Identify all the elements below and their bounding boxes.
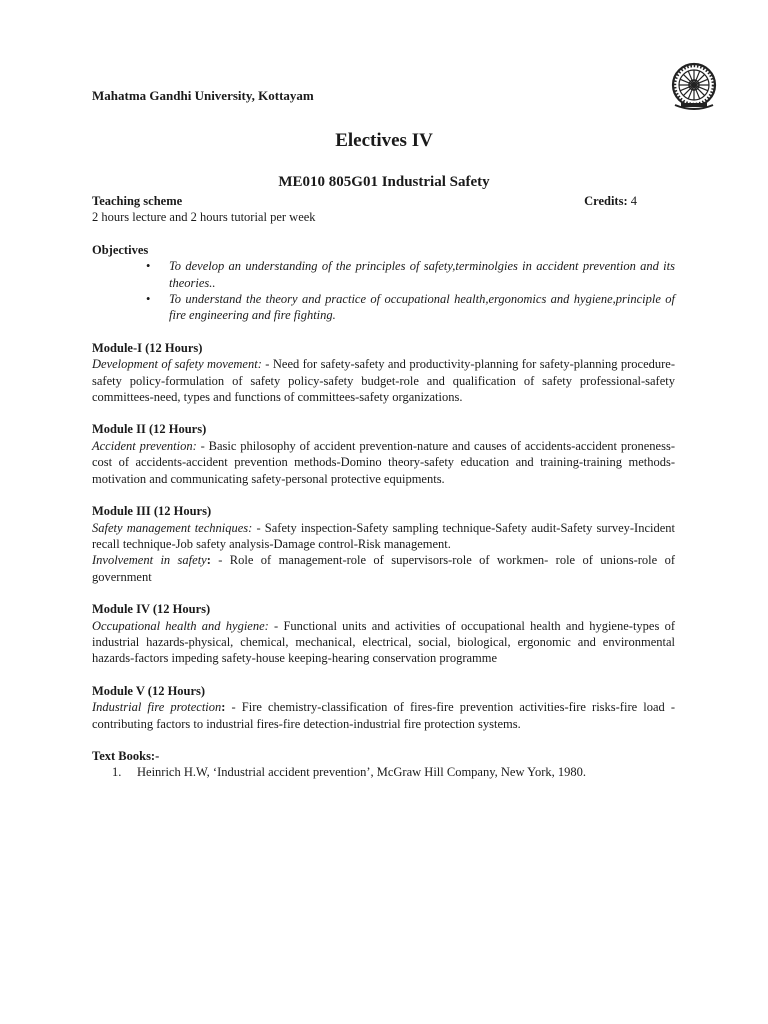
objective-item: • To understand the theory and practice of occupational health,ergonomics and hygiene,principle of fire engineering and fire fighting. [146,292,675,323]
bullet-icon: • [146,292,151,307]
credits-label: Credits: [584,194,628,208]
module-4 [92,601,675,667]
module-topic: Development of safety movement [92,357,258,372]
module-topic: Involvement in safety [92,553,207,568]
module-heading: Module III (12 Hours) [92,504,212,519]
module-heading: Module-I (12 Hours) [92,340,203,355]
text-books-list [92,764,675,780]
credits-value: 4 [627,194,637,208]
objectives-list [92,258,675,324]
teaching-scheme-label: Teaching scheme [92,194,183,208]
university-seal-icon [667,61,721,113]
module-topic: Safety management techniques [92,520,249,535]
bullet-icon: • [146,259,151,274]
module-content: Industrial fire protection: - Fire chemistry-classification of fires-fire prevention activities-fire risks-fire load -contributing factors to industrial fires-fire detection-industrial fire protection systems. [92,700,676,731]
page-title: Electives IV [335,130,433,151]
module-content: Occupational health and hygiene: - Functional units and activities of occupational health and hygiene-types of industrial hazards-physical, chemical, mechanical, electrical, social, biological, ergonomic and environmental hazards-factors impeding safety-house keeping-hearing conservation programme [92,618,675,666]
module-topic: Industrial fire protection [92,700,222,715]
module-topic: Occupational health and hygiene [92,618,265,633]
text-book-item: 1. Heinrich H.W, ‘Industrial accident prevention’, McGraw Hill Company, New York, 1980. [112,765,586,780]
objective-item: • To develop an understanding of the principles of safety,terminolgies in accident prevention and its theories.. [146,259,675,290]
module-content: Involvement in safety: - Role of management-role of supervisors-role of workmen- role of unions-role of government [92,553,675,584]
course-title: ME010 805G01 Industrial Safety [278,174,490,190]
module-topic: Accident prevention [92,438,193,453]
objectives-heading: Objectives [92,242,149,257]
module-5 [92,683,675,732]
module-3 [92,503,675,585]
text-books-heading: Text Books:- [92,748,160,763]
module-2 [92,421,675,487]
module-content: Safety management techniques: - Safety inspection-Safety sampling technique-Safety audit-Safety survey-Incident recall technique-Job safety analysis-Damage control-Risk management. [92,520,675,551]
credits [584,193,637,209]
teaching-hours: 2 hours lecture and 2 hours tutorial per week [92,210,316,225]
module-heading: Module IV (12 Hours) [92,602,211,617]
text-books [92,748,675,781]
module-content: Accident prevention: - Basic philosophy of accident prevention-nature and causes of accidents-accident proneness-cost of accidents-accident prevention methods-Domino theory-safety education and training-training methods-motivation and communicating safety-personal protective equipments. [92,438,676,486]
module-content: Development of safety movement: - Need for safety-safety and productivity-planning for safety-planning procedure-safety policy-formulation of safety policy-safety budget-role and qualification of safety professional-safety committees-need, types and functions of committees-safety organizations. [92,357,676,405]
teaching-scheme-row [92,193,675,209]
module-1 [92,340,675,406]
syllabus-body [92,193,675,781]
module-heading: Module II (12 Hours) [92,422,207,437]
university-name: Mahatma Gandhi University, Kottayam [92,88,314,103]
module-heading: Module V (12 Hours) [92,683,206,698]
